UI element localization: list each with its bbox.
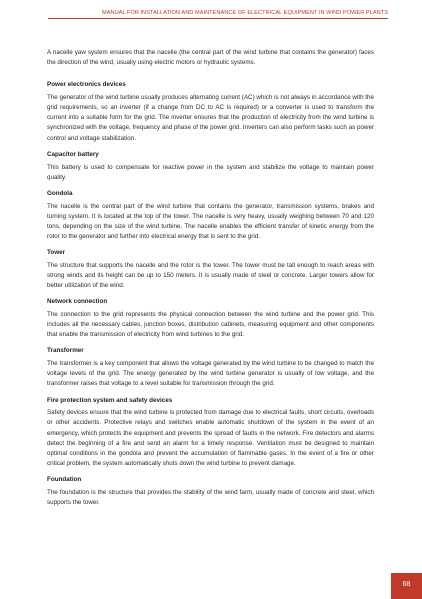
section-body-capacitor-battery: This battery is used to compensate for reactive power in the system and stabilize the voltage to maintain power quality. [47,163,374,181]
section-heading-fire-protection: Fire protection system and safety devices [47,396,173,404]
section-body-tower: The structure that supports the nacelle and the rotor is the tower. The tower must be tall enough to reach areas with strong winds and its height can be up to 150 meters. It is usually made of steel or concrete. Larger towers allow for better utilization of the wind. [47,261,374,290]
intro-paragraph: A nacelle yaw system ensures that the nacelle (the central part of the wind turbine that contains the generator) faces the direction of the wind, usually using electric motors or hydraulic systems. [47,49,374,67]
running-header: MANUAL FOR INSTALLATION AND MAINTENANCE OF ELECTRICAL EQUIPMENT IN WIND POWER PLANTS [102,10,388,16]
page-number: 68 [402,581,411,588]
section-heading-network-connection: Network connection [47,298,108,306]
section-heading-power-electronics: Power electronics devices [47,81,126,89]
section-body-power-electronics: The generator of the wind turbine usually produces alternating current (AC) which is not always in accordance with the grid requirements, so an inverter (if a change from DC to AC is required) or a converter is used to transform the current into a suitable form for the grid. The inverter ensures that the production of electricity from the wind turbine is synchronized with the voltage, frequency and phase of the power grid. Inverters can also perform tasks such as power control and voltage stabilization. [47,94,374,142]
header-rule [48,18,388,19]
page-body [47,48,374,508]
section-body-foundation: The foundation is the structure that provides the stability of the wind farm, usually made of concrete and steel, which supports the tower. [47,488,374,506]
section-heading-gondola: Gondola [47,189,73,197]
section-body-transformer: The transformer is a key component that allows the voltage generated by the wind turbine to be changed to match the voltage levels of the grid. The energy generated by the wind turbine generator is usually of low voltage, and the transformer raises that voltage to a level suitable for transmission through the grid. [47,360,374,388]
section-body-network-connection: The connection to the grid represents the physical connection between the wind turbine and the power grid. This includes all the necessary cables, junction boxes, distribution cabinets, measuring equipment and other components that enable the transmission of electricity from wind turbines to the grid. [47,311,374,339]
section-body-fire-protection: Safety devices ensure that the wind turbine is protected from damage due to electrical faults, short circuits, overloads or other accidents. Protective relays and switches enable automatic shutdown of the system in the event of an emergency, which protects the equipment and prevents the spread of faults in the network. Fire detectors and alarms detect the beginning of a fire and send an alarm for a timely response. Ventilation must be designed to maintain optimal conditions in the gondola and prevent the accumulation of flammable gases. In the event of a fire or other critical problem, the system automatically shuts down the wind turbine to prevent damage. [47,409,374,467]
section-heading-transformer: Transformer [47,347,84,355]
page-number-tab [391,573,422,599]
spacer [47,68,374,74]
section-heading-foundation: Foundation [47,475,82,483]
section-heading-capacitor-battery: Capacitor battery [47,150,99,158]
section-body-gondola: The nacelle is the central part of the wind turbine that contains the generator, transmission systems, brakes and turning system. It is located at the top of the tower. The nacelle is very heavy, usually weighing between 70 and 120 tons, depending on the size of the wind turbine. The nacelle enables the efficient transfer of kinetic energy from the rotor to the generator and further into electrical energy that is sent to the grid. [47,202,374,240]
section-heading-tower: Tower [47,249,66,257]
